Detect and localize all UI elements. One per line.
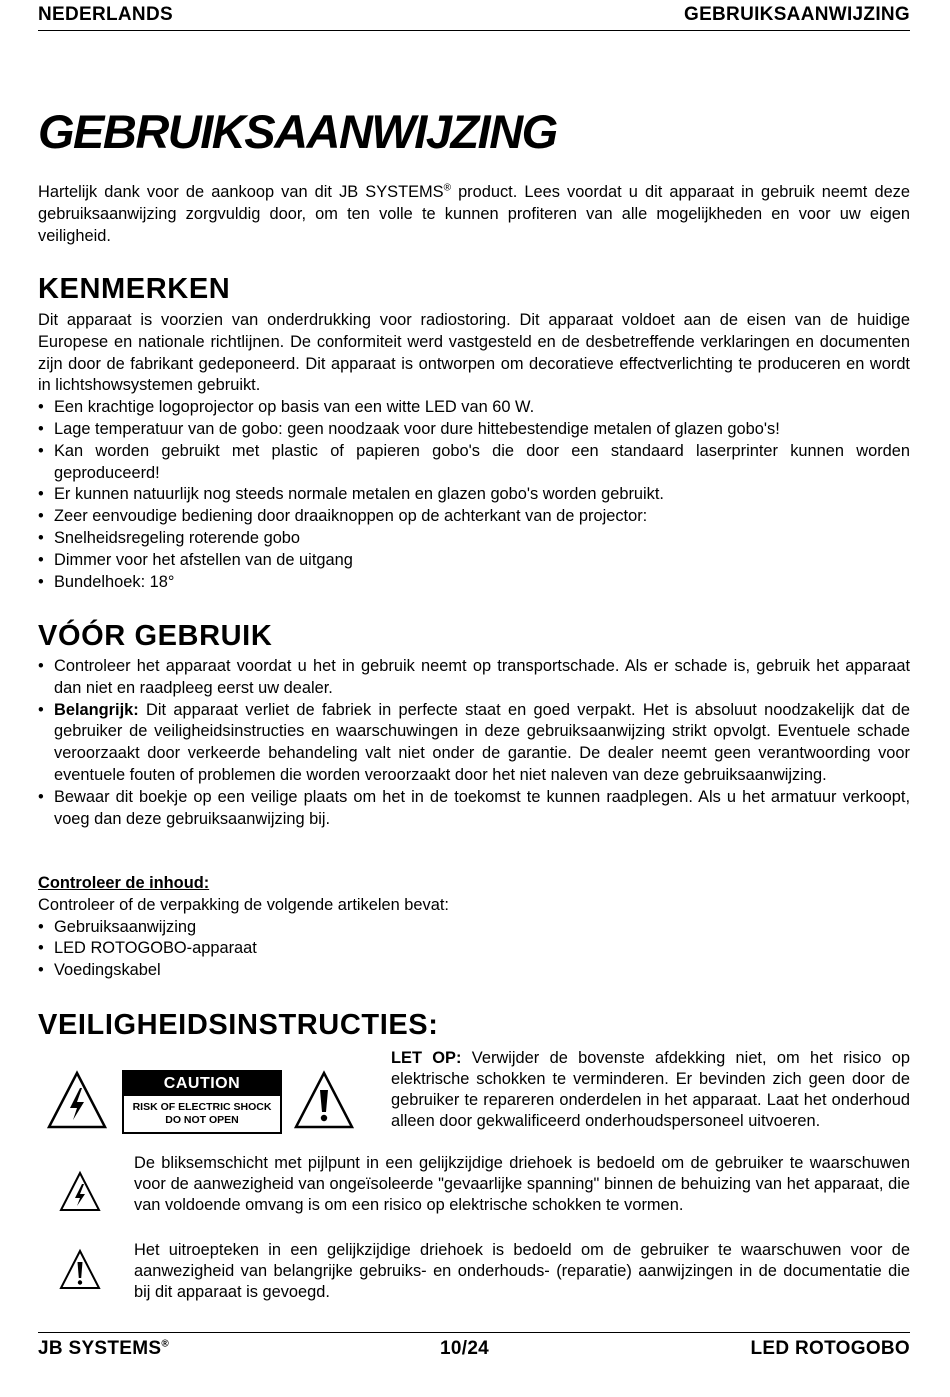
exclamation-triangle-icon <box>293 1070 355 1130</box>
exclamation-triangle-icon <box>58 1248 102 1292</box>
list-item: • Controleer het apparaat voordat u het in gebruik neemt op transportschade. Als er schade is, gebruik het apparaat dan niet en raadpleeg eerst uw dealer. <box>38 656 910 700</box>
list-item: • Zeer eenvoudige bediening door draaiknoppen op de achterkant van de projector: <box>38 506 910 528</box>
list-item: • Bundelhoek: 18° <box>38 572 910 594</box>
heading-kenmerken: KENMERKEN <box>38 273 231 305</box>
list-item: • Lage temperatuur van de gobo: geen noodzaak voor dure hittebestendige metalen of glazen gobo's! <box>38 419 910 441</box>
caution-line-2: DO NOT OPEN <box>165 1114 239 1126</box>
header-doc-title: GEBRUIKSAANWIJZING <box>683 4 910 25</box>
list-item: • Gebruiksaanwijzing <box>38 917 910 939</box>
list-item: • Bewaar dit boekje op een veilige plaats om het in de toekomst te kunnen raadplegen. Als u het armatuur verkoopt, voeg dan deze gebruiksaanwijzing bij. <box>38 787 910 831</box>
inhoud-intro: Controleer of de verpakking de volgende artikelen bevat: <box>38 895 449 914</box>
list-item <box>38 700 910 787</box>
intro-text-rest: product. Lees voordat u dit apparaat in gebruik neemt deze gebruiksaanwijzing zorgvuldig door, om ten volle te kunnen profiteren van alle mogelijkheden en voor uw eigen veiligheid. <box>38 183 910 245</box>
exclamation-explanation: Het uitroepteken in een gelijkzijdige driehoek is bedoeld om de gebruiker te waarschuwen voor de aanwezigheid van belangrijke gebruiks- en onderhouds- (reparatie) aanwijzingen in de documentatie die bij dit apparaat is gevoegd. <box>134 1241 910 1301</box>
heading-voor-gebruik: VÓÓR GEBRUIK <box>38 620 273 652</box>
caution-label <box>122 1070 282 1134</box>
important-label: Belangrijk: <box>54 700 139 719</box>
list-item: • Een krachtige logoprojector op basis van een witte LED van 60 W. <box>38 397 910 419</box>
footer-registered-mark: ® <box>161 1338 170 1350</box>
manual-page <box>38 0 910 1397</box>
list-item: • Kan worden gebruikt met plastic of papieren gobo's die door een standaard laserprinter kunnen worden geproduceerd! <box>38 441 910 485</box>
footer-product: LED ROTOGOBO <box>750 1338 910 1359</box>
voor-gebruik-list <box>38 656 910 830</box>
caution-paragraph <box>391 1048 910 1132</box>
registered-mark: ® <box>443 182 451 194</box>
inhoud-section <box>38 873 910 982</box>
header-language: NEDERLANDS <box>38 4 173 25</box>
page-footer <box>38 1332 910 1369</box>
caution-label-text: LET OP: <box>391 1049 462 1067</box>
footer-brand <box>38 1338 169 1360</box>
footer-brand-text: JB SYSTEMS <box>38 1338 162 1359</box>
lightning-triangle-icon <box>46 1070 108 1130</box>
caution-line-1: RISK OF ELECTRIC SHOCK <box>132 1101 272 1113</box>
caution-title: CAUTION <box>124 1072 280 1096</box>
inhoud-list <box>38 917 910 982</box>
voor-gebruik-section <box>38 656 910 830</box>
list-item: • Voedingskabel <box>38 960 910 982</box>
intro-paragraph <box>38 182 910 247</box>
caution-subtitle <box>124 1096 280 1127</box>
heading-veiligheid: VEILIGHEIDSINSTRUCTIES: <box>38 1009 439 1041</box>
kenmerken-section <box>38 310 910 593</box>
important-text: Dit apparaat verliet de fabriek in perfecte staat en goed verpakt. Het is absoluut noodzakelijk dat de gebruiker de veiligheidsinstructies en waarschuwingen in deze gebruiksaanwijzing strikt opvolgt. Eventuele schade veroorzaakt door verkeerde behandeling valt niet onder de garantie. De dealer neemt geen verantwoording voor eventuele fouten of problemen die worden veroorzaakt door het niet naleven van deze gebruiksaanwijzing. <box>54 700 910 784</box>
kenmerken-list <box>38 397 910 593</box>
caution-text: Verwijder de bovenste afdekking niet, om het risico op elektrische schokken te verminderen. Er bevinden zich geen door de gebruiker te repareren onderdelen in het apparaat. Laat het onderhoud alleen door gekwalificeerd onderhoudspersoneel uitvoeren. <box>391 1049 910 1130</box>
list-item: • Snelheidsregeling roterende gobo <box>38 528 910 550</box>
kenmerken-paragraph: Dit apparaat is voorzien van onderdrukking voor radiostoring. Dit apparaat voldoet aan de eisen van de huidige Europese en nationale richtlijnen. De conformiteit werd vastgesteld en de desbetreffende verklaringen en documenten zijn door de fabrikant gedeponeerd. Dit apparaat is ontworpen om decoratieve effectverlichting te produceren en wordt in lichtshowsystemen gebruikt. <box>38 311 910 395</box>
inhoud-heading: Controleer de inhoud: <box>38 874 210 892</box>
page-title: GEBRUIKSAANWIJZING <box>38 105 557 158</box>
lightning-explanation: De bliksemschicht met pijlpunt in een gelijkzijdige driehoek is bedoeld om de gebruiker te waarschuwen voor de aanwezigheid van ongeïsoleerde "gevaarlijke spanning" binnen de behuizing van het apparaat, die van voldoende omvang is om een risico op elektrische schokken te vormen. <box>134 1154 910 1214</box>
page-header <box>38 4 910 31</box>
lightning-triangle-icon <box>58 1170 102 1214</box>
page-number: 10/24 <box>440 1338 490 1359</box>
list-item: • LED ROTOGOBO-apparaat <box>38 938 910 960</box>
list-item: • Er kunnen natuurlijk nog steeds normale metalen en glazen gobo's worden gebruikt. <box>38 484 910 506</box>
list-item: • Dimmer voor het afstellen van de uitgang <box>38 550 910 572</box>
intro-text: Hartelijk dank voor de aankoop van dit JB SYSTEMS <box>38 183 444 201</box>
